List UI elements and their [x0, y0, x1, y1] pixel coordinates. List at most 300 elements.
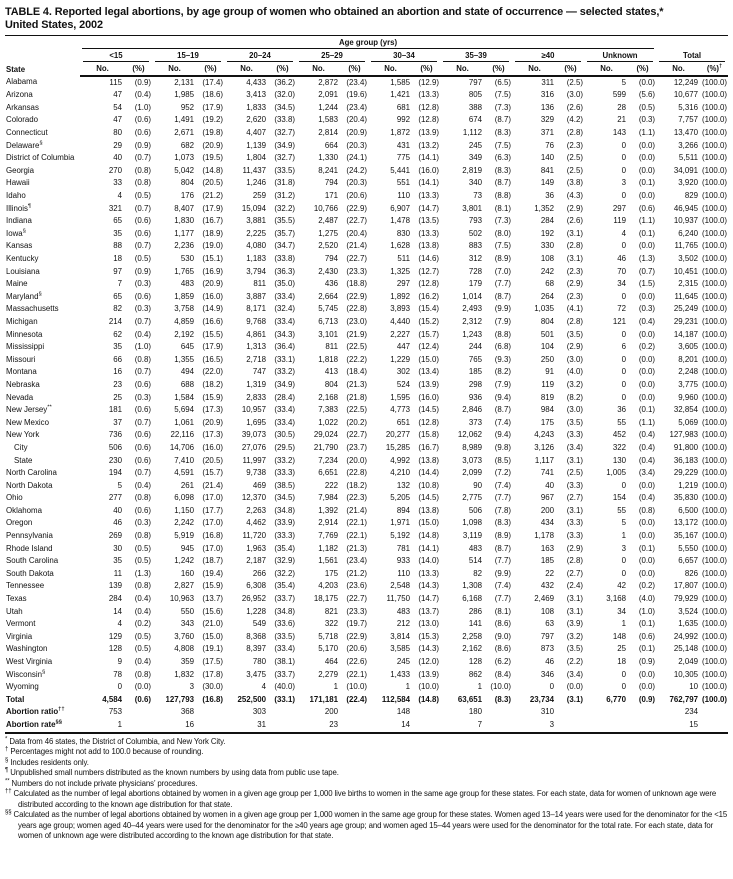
pct-cell: (14.8)	[202, 165, 223, 175]
footnote: * Data from 46 states, the District of Columbia, and New York City.	[5, 735, 226, 746]
pct-cell: (15.1)	[202, 254, 223, 263]
subcol-header-no: No.	[440, 62, 485, 76]
pct-cell: (34.5)	[274, 102, 295, 112]
count-cell: 130	[612, 455, 626, 465]
pct-cell: (22.9)	[346, 291, 367, 301]
pct-cell: (22.5)	[346, 342, 367, 352]
pct-cell	[629, 706, 656, 719]
count-cell: 1,818	[318, 354, 338, 364]
count-cell: 68	[545, 279, 554, 289]
count-cell: 245	[396, 657, 410, 666]
table-row	[5, 543, 728, 556]
count-cell: 16	[185, 719, 194, 729]
pct-cell: (14.3)	[418, 644, 439, 654]
state-cell: Oregon	[6, 518, 33, 528]
pct-cell: (4.0)	[638, 594, 656, 604]
pct-cell: (13.2)	[418, 140, 439, 150]
count-cell: 0	[621, 329, 626, 339]
pct-cell: (14.0)	[418, 556, 439, 566]
pct-cell: (0.6)	[134, 115, 151, 125]
count-cell: 2,718	[246, 354, 266, 364]
pct-cell: (8.8)	[494, 329, 511, 339]
pct-cell: (100.0)	[702, 417, 728, 427]
pct-cell: (8.7)	[494, 178, 511, 188]
count-cell: 5	[117, 480, 122, 490]
pct-cell: (33.7)	[274, 594, 295, 604]
count-cell: 2,248	[678, 367, 699, 377]
count-cell: 242	[540, 266, 554, 276]
pct-cell: (9.3)	[494, 354, 511, 364]
count-cell: 469	[252, 480, 266, 490]
count-cell: 14,706	[169, 442, 194, 452]
pct-cell: (7.8)	[494, 505, 511, 515]
count-cell: 1,182	[318, 543, 338, 553]
count-cell: 2,548	[390, 581, 410, 591]
pct-cell: (0.5)	[134, 631, 151, 641]
count-cell: 780	[252, 657, 266, 666]
pct-cell: (19.1)	[202, 644, 223, 654]
count-cell: 10,305	[673, 669, 699, 679]
pct-cell: (21.3)	[346, 543, 367, 553]
count-cell: 8,171	[246, 304, 266, 314]
footnote: §§ Calculated as the number of legal abortions obtained by women in a given age group per 1,000 women in the same age group for these states. Women aged 13–14 years were used for the denominator for the <15 years age group; women aged 40–44 years were used for the denominator for the ≥40 years age group; and women aged 15–44 years were used for the denominator for the total rate. For each state, data for women of unknown age were distributed according to the known age distribution for that state.	[5, 809, 728, 841]
pct-cell: (7.4)	[494, 581, 511, 591]
pct-cell: (23.4)	[346, 102, 367, 112]
count-cell: 483	[396, 606, 410, 616]
count-cell: 436	[324, 279, 338, 289]
pct-cell: (23.3)	[346, 606, 367, 616]
pct-cell: (0.7)	[134, 468, 151, 478]
count-cell: 55	[617, 505, 626, 515]
count-cell: 688	[180, 379, 194, 389]
count-cell: 1,112	[462, 128, 482, 138]
pct-cell: (20.6)	[346, 644, 367, 654]
pct-cell	[413, 706, 440, 719]
pct-cell: (3.0)	[566, 405, 583, 415]
count-cell: 506	[468, 505, 482, 515]
count-cell: 1,275	[318, 228, 338, 238]
pct-cell: (2.5)	[566, 165, 583, 175]
pct-cell: (100.0)	[702, 128, 728, 138]
table-row	[5, 455, 728, 468]
pct-cell: (0.0)	[638, 531, 656, 541]
count-cell: 2,162	[462, 644, 482, 654]
count-cell: 31	[257, 719, 266, 729]
count-cell: 1,595	[390, 392, 410, 402]
state-cell: New Mexico	[6, 417, 49, 427]
pct-cell: (17.3)	[202, 430, 223, 440]
state-cell: Indiana	[6, 216, 32, 226]
pct-cell: (20.9)	[202, 140, 223, 150]
count-cell: 483	[468, 543, 482, 553]
count-cell: 22,116	[170, 430, 194, 440]
state-cell: West Virginia	[6, 657, 53, 666]
count-cell: 1,117	[534, 455, 554, 465]
column-group-header: ≥40	[512, 49, 584, 62]
count-cell: 22	[545, 568, 554, 578]
pct-cell	[557, 719, 584, 733]
state-cell: Alabama	[6, 77, 38, 87]
pct-cell: (0.4)	[638, 493, 656, 503]
count-cell: 28	[617, 102, 626, 112]
pct-cell: (12.7)	[418, 266, 439, 276]
count-cell: 452	[612, 430, 626, 440]
count-cell: 549	[252, 619, 266, 629]
pct-cell: (9.9)	[494, 304, 511, 314]
table-row	[5, 669, 728, 682]
pct-cell: (0.0)	[638, 291, 656, 301]
state-cell: City	[14, 442, 28, 452]
count-cell: 4,440	[390, 316, 410, 326]
pct-cell: (100.0)	[702, 90, 728, 100]
pct-cell: (0.9)	[638, 657, 656, 666]
pct-cell: (2.7)	[566, 568, 583, 578]
pct-cell: (8.1)	[494, 203, 511, 213]
count-cell: 46,945	[673, 203, 699, 213]
count-cell: 4,591	[174, 468, 194, 478]
count-cell: 794	[324, 254, 338, 263]
pct-cell: (100.0)	[702, 543, 728, 553]
count-cell: 3,266	[678, 140, 699, 150]
pct-cell: (7.9)	[494, 316, 511, 326]
pct-cell: (0.6)	[134, 505, 151, 515]
count-cell: 0	[621, 379, 626, 389]
pct-cell: (21.4)	[202, 480, 223, 490]
count-cell: 3,605	[678, 342, 699, 352]
pct-cell: (19.7)	[346, 619, 367, 629]
count-cell: 7,410	[174, 455, 194, 465]
count-cell: 10,451	[673, 266, 699, 276]
pct-cell: (3.5)	[566, 417, 583, 427]
count-cell: 3,887	[246, 291, 266, 301]
count-cell: 1,433	[390, 669, 410, 679]
pct-cell: (3.1)	[566, 228, 583, 238]
count-cell: 29,231	[673, 316, 699, 326]
count-cell: 7,757	[678, 115, 699, 125]
count-cell: 2,263	[246, 505, 266, 515]
count-cell: 284	[108, 594, 122, 604]
count-cell: 3,475	[246, 669, 266, 679]
count-cell: 119	[541, 379, 554, 389]
count-cell: 112,584	[381, 694, 410, 704]
count-cell: 530	[180, 254, 194, 263]
pct-cell: (15.9)	[202, 392, 223, 402]
count-cell: 894	[396, 505, 410, 515]
count-cell: 1,319	[246, 379, 266, 389]
pct-cell: (23.4)	[346, 77, 367, 87]
table-row	[5, 593, 728, 606]
count-cell: 2,430	[318, 266, 338, 276]
count-cell: 10	[689, 682, 699, 692]
count-cell: 2,168	[318, 392, 338, 402]
count-cell: 0	[621, 669, 626, 679]
count-cell: 0	[117, 682, 122, 692]
count-cell: 4	[117, 191, 122, 201]
count-cell: 4,861	[246, 329, 266, 339]
state-cell: Texas	[6, 594, 27, 604]
pct-cell: (0.7)	[638, 266, 656, 276]
pct-cell: (0.3)	[134, 518, 151, 528]
count-cell: 1,963	[246, 543, 266, 553]
count-cell: 494	[180, 367, 194, 377]
pct-cell: (0.6)	[134, 228, 151, 238]
count-cell: 46	[545, 657, 554, 666]
count-cell: 234	[684, 707, 699, 717]
table-row	[5, 266, 728, 279]
pct-cell: (0.4)	[638, 430, 656, 440]
table-row	[5, 190, 728, 203]
pct-cell: (18.2)	[346, 480, 367, 490]
pct-cell: (0.8)	[134, 493, 151, 503]
state-cell: Total	[6, 694, 25, 704]
count-cell: 1,491	[174, 115, 194, 125]
count-cell: 2,827	[174, 581, 194, 591]
pct-cell: (22.1)	[346, 531, 367, 541]
state-cell: Hawaii	[6, 178, 30, 188]
count-cell: 34	[617, 606, 626, 616]
state-cell: Vermont	[6, 619, 36, 629]
count-cell: 141	[468, 619, 482, 629]
state-cell: Maine	[6, 279, 28, 289]
count-cell: 1	[405, 682, 410, 692]
count-cell: 753	[108, 707, 122, 717]
state-cell: North Dakota	[6, 480, 53, 490]
count-cell: 343	[180, 619, 194, 629]
pct-cell: (20.4)	[346, 115, 367, 125]
pct-cell: (100.0)	[702, 379, 728, 389]
pct-cell: (12.0)	[418, 657, 439, 666]
pct-cell: (100.0)	[702, 531, 728, 541]
pct-cell: (100.0)	[702, 442, 728, 452]
count-cell: 1,628	[390, 241, 410, 251]
pct-cell: (7.0)	[494, 266, 511, 276]
pct-cell: (14.6)	[418, 254, 439, 263]
table-row	[5, 606, 728, 619]
pct-cell: (0.7)	[134, 241, 151, 251]
pct-cell: (0.9)	[134, 77, 151, 87]
pct-cell	[269, 719, 296, 733]
pct-cell: (7.7)	[494, 594, 511, 604]
pct-cell: (100.0)	[702, 115, 728, 125]
count-cell: 2,664	[318, 291, 338, 301]
count-cell: 1,177	[174, 228, 194, 238]
count-cell: 1	[621, 619, 626, 629]
pct-cell: (33.8)	[274, 254, 295, 263]
pct-cell: (0.9)	[134, 140, 151, 150]
pct-cell: (13.0)	[418, 619, 439, 629]
count-cell: 17,807	[673, 581, 699, 591]
count-cell: 1,139	[246, 140, 266, 150]
pct-cell: (0.8)	[134, 669, 151, 679]
count-cell: 1,242	[174, 556, 194, 566]
count-cell: 128	[108, 644, 122, 654]
pct-cell: (0.4)	[134, 480, 151, 490]
state-cell: Idaho	[6, 191, 26, 201]
pct-cell: (0.6)	[134, 442, 151, 452]
count-cell: 91,800	[673, 442, 699, 452]
count-cell: 2,846	[462, 405, 482, 415]
pct-cell: (100.0)	[702, 518, 728, 528]
count-cell: 21	[617, 115, 626, 125]
pct-cell: (0.3)	[134, 304, 151, 314]
count-cell: 388	[468, 102, 482, 112]
pct-cell: (2.9)	[566, 342, 583, 352]
pct-cell: (7.5)	[494, 140, 511, 150]
table-row	[5, 555, 728, 568]
pct-cell: (32.2)	[274, 568, 295, 578]
pct-cell: (14.8)	[418, 694, 439, 704]
pct-cell: (3.3)	[566, 518, 583, 528]
pct-cell: (7.9)	[494, 379, 511, 389]
pct-cell: (100.0)	[702, 505, 728, 515]
pct-cell: (0.9)	[134, 266, 151, 276]
subcol-header-no: No.	[584, 62, 629, 76]
pct-cell: (35.0)	[274, 279, 295, 289]
table-row	[5, 102, 728, 115]
count-cell: 20,277	[385, 430, 410, 440]
pct-cell: (100.0)	[702, 392, 728, 402]
pct-cell: (0.7)	[134, 316, 151, 326]
state-cell: Washington	[6, 644, 48, 654]
pct-cell: (17.8)	[202, 669, 223, 679]
count-cell: 1,244	[318, 102, 338, 112]
count-cell: 4	[261, 682, 266, 692]
pct-cell: (0.6)	[134, 379, 151, 389]
column-group-header: 20–24	[224, 49, 296, 62]
count-cell: 3,920	[678, 178, 699, 188]
count-cell: 1,985	[174, 90, 194, 100]
count-cell: 826	[684, 568, 699, 578]
count-cell: 8,201	[678, 354, 699, 364]
count-cell: 984	[540, 405, 554, 415]
pct-cell: (33.4)	[274, 291, 295, 301]
state-cell: Maryland§	[6, 291, 42, 301]
pct-cell: (8.6)	[494, 619, 511, 629]
column-group-header: 15–19	[152, 49, 224, 62]
count-cell: 78	[113, 669, 122, 679]
count-cell: 1,219	[678, 480, 699, 490]
count-cell: 7,984	[318, 493, 338, 503]
pct-cell: (2.9)	[566, 543, 583, 553]
pct-cell: (22.2)	[346, 354, 367, 364]
pct-cell: (15.0)	[418, 354, 439, 364]
pct-cell: (1.0)	[134, 102, 151, 112]
pct-cell: (0.5)	[638, 102, 656, 112]
count-cell: 35	[113, 556, 122, 566]
pct-cell: (2.5)	[566, 77, 583, 87]
pct-cell: (16.5)	[202, 354, 223, 364]
count-cell: 15,285	[385, 442, 410, 452]
pct-cell: (14.7)	[418, 594, 439, 604]
count-cell: 5,069	[678, 417, 699, 427]
state-cell: Illinois¶	[6, 203, 32, 213]
state-cell: Tennessee	[6, 581, 45, 591]
pct-cell: (15.7)	[418, 329, 439, 339]
state-cell: District of Columbia	[6, 153, 75, 163]
pct-cell: (6.8)	[494, 342, 511, 352]
count-cell: 171,181	[309, 694, 338, 704]
count-cell: 110	[397, 191, 410, 201]
pct-cell: (20.6)	[346, 191, 367, 201]
count-cell: 1,229	[390, 354, 410, 364]
count-cell: 3,101	[318, 329, 338, 339]
count-cell: 10,957	[241, 405, 266, 415]
count-cell: 1,352	[534, 203, 554, 213]
state-cell: Wyoming	[6, 682, 39, 692]
pct-cell: (15.8)	[418, 430, 439, 440]
pct-cell: (16.0)	[418, 392, 439, 402]
pct-cell: (3.4)	[566, 442, 583, 452]
footnotes	[5, 737, 728, 842]
table-row	[5, 467, 728, 480]
count-cell: 368	[180, 707, 194, 717]
pct-cell: (3.2)	[566, 631, 583, 641]
pct-cell: (35.7)	[274, 228, 295, 238]
pct-cell: (20.3)	[346, 178, 367, 188]
pct-cell: (15.0)	[418, 518, 439, 528]
pct-cell: (19.2)	[202, 115, 223, 125]
count-cell: 128	[468, 657, 482, 666]
count-cell: 25	[617, 644, 626, 654]
count-cell: 322	[612, 442, 626, 452]
state-cell: South Carolina	[6, 556, 59, 566]
count-cell: 1,243	[462, 329, 482, 339]
pct-cell: (31.2)	[274, 191, 295, 201]
count-cell: 27,076	[241, 442, 266, 452]
count-cell: 250	[540, 354, 554, 364]
count-cell: 25,148	[673, 644, 699, 654]
pct-cell: (100.0)	[702, 342, 728, 352]
pct-cell: (32.4)	[274, 304, 295, 314]
pct-cell: (4.0)	[566, 367, 583, 377]
count-cell: 12,370	[241, 493, 266, 503]
pct-cell: (100.0)	[702, 468, 728, 478]
count-cell: 371	[540, 128, 554, 138]
count-cell: 286	[468, 606, 482, 616]
state-cell: Georgia	[6, 165, 35, 175]
pct-cell	[629, 719, 656, 733]
count-cell: 8,989	[462, 442, 482, 452]
pct-cell: (19.0)	[202, 241, 223, 251]
table-row	[5, 240, 728, 253]
count-cell: 1,178	[534, 531, 554, 541]
count-cell: 12,249	[673, 77, 699, 87]
count-cell: 2,227	[390, 329, 410, 339]
table-row	[5, 719, 728, 733]
pct-cell: (17.9)	[202, 342, 223, 352]
count-cell: 192	[540, 228, 554, 238]
pct-cell: (13.9)	[418, 128, 439, 138]
subcol-header-row	[5, 62, 728, 76]
age-group-spanner	[80, 36, 656, 50]
count-cell: 37	[113, 417, 122, 427]
count-cell: 1	[117, 719, 122, 729]
pct-cell: (30.5)	[274, 430, 295, 440]
count-cell: 36	[545, 191, 554, 201]
count-cell: 9,768	[246, 316, 266, 326]
table-row	[5, 480, 728, 493]
count-cell: 154	[612, 493, 626, 503]
count-cell: 214	[108, 316, 122, 326]
pct-cell: (100.0)	[702, 619, 728, 629]
footnote: †† Calculated as the number of legal abortions obtained by women in a given age group per 1,000 live births to women in the same age group for these states. For each state, data for women of unknown age were distributed according to the known age distribution for that state.	[5, 788, 717, 809]
count-cell: 55	[617, 417, 626, 427]
count-cell: 264	[540, 291, 554, 301]
pct-cell: (6.3)	[494, 153, 511, 163]
count-cell: 6,240	[678, 228, 699, 238]
pct-cell: (14.4)	[418, 468, 439, 478]
pct-cell	[485, 706, 512, 719]
